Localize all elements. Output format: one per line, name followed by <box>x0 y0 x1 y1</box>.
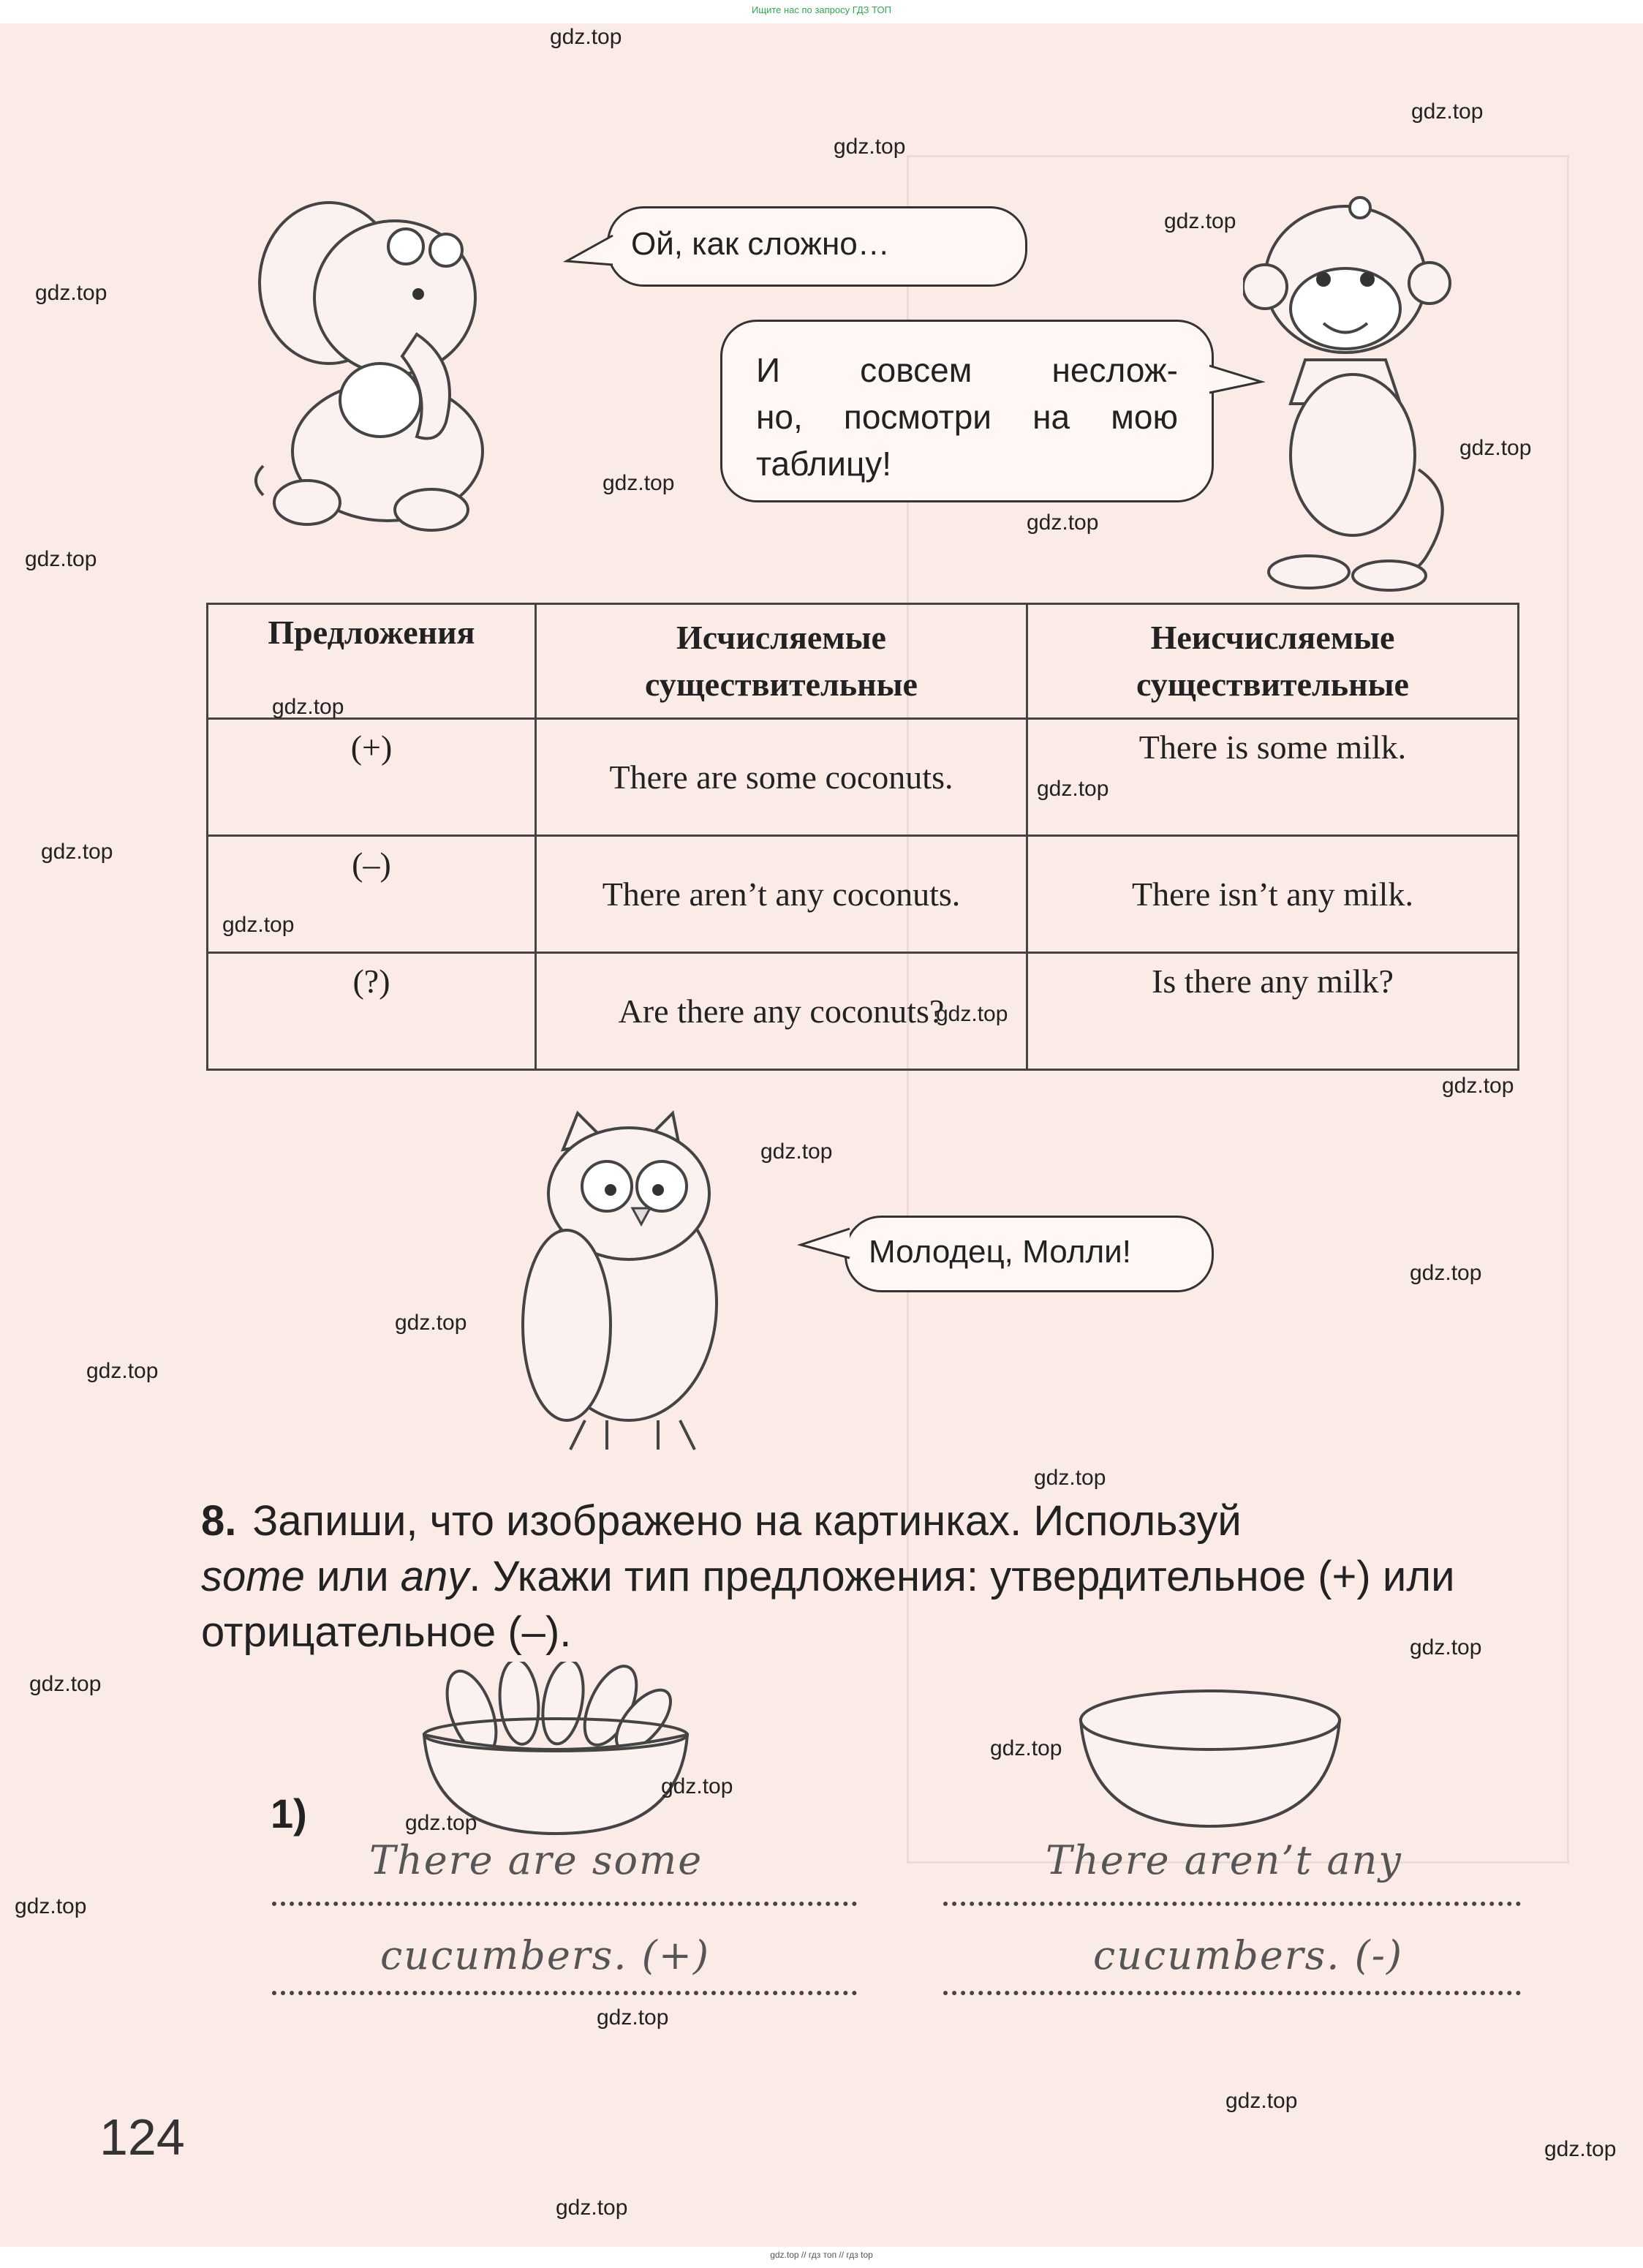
elephant-bubble-tail <box>563 232 614 276</box>
header-sentences: Предложения <box>208 604 536 719</box>
watermark: gdz.top <box>1037 777 1109 801</box>
countable-example: Are there any coconuts? <box>536 953 1027 1070</box>
answer-line <box>943 1902 1521 1906</box>
watermark: gdz.top <box>597 2005 669 2030</box>
watermark: gdz.top <box>834 135 906 159</box>
watermark: gdz.top <box>603 471 675 495</box>
sentence-type: (–) <box>208 836 536 953</box>
answer-right-line-1: There aren’t any <box>1046 1837 1402 1883</box>
answer-left-line-2: cucumbers. (+) <box>380 1932 711 1978</box>
sentence-type: (?) <box>208 953 536 1070</box>
monkey-speech-line-1: И совсем неслож- <box>756 351 1178 389</box>
table-row <box>208 836 1519 953</box>
textbook-page <box>0 23 1643 2247</box>
watermark: gdz.top <box>760 1139 833 1164</box>
answer-line <box>272 1991 857 1995</box>
elephant-speech-text: Ой, как сложно… <box>631 226 890 262</box>
watermark: gdz.top <box>405 1811 477 1835</box>
task-text-2: . Укажи тип предложения: утвердительное (+) или отрицательное (–). <box>201 1553 1455 1656</box>
word-or: или <box>316 1553 389 1600</box>
watermark: gdz.top <box>1544 2137 1617 2161</box>
uncountable-example: Is there any milk? <box>1027 953 1518 1070</box>
table-row <box>208 719 1519 836</box>
watermark: gdz.top <box>1027 511 1099 535</box>
top-banner[interactable]: Ищите нас по запросу ГДЗ ТОП <box>752 4 891 15</box>
answer-line <box>943 1991 1521 1995</box>
watermark: gdz.top <box>15 1894 87 1918</box>
watermark: gdz.top <box>1459 436 1532 460</box>
watermark: gdz.top <box>936 1002 1008 1026</box>
watermark: gdz.top <box>35 281 107 305</box>
watermark: gdz.top <box>29 1672 102 1696</box>
task-number: 8. <box>201 1497 237 1545</box>
task-8-instructions <box>201 1493 1539 1660</box>
watermark: gdz.top <box>556 2196 628 2220</box>
header-countable: Исчисляемые существительные <box>536 604 1027 719</box>
watermark: gdz.top <box>550 25 622 49</box>
word-any: any <box>400 1553 469 1600</box>
owl-illustration <box>512 1106 768 1457</box>
countable-example: There aren’t any coconuts. <box>536 836 1027 953</box>
answer-left-line-1: There are some <box>369 1837 703 1883</box>
watermark: gdz.top <box>86 1359 159 1383</box>
bottom-banner[interactable]: gdz.top // гдз топ // гдз top <box>770 2250 873 2260</box>
owl-speech-bubble <box>845 1216 1214 1292</box>
sentence-type: (+) <box>208 719 536 836</box>
watermark: gdz.top <box>990 1736 1062 1760</box>
task-text-1: Запиши, что изображено на картинках. Используй <box>252 1497 1242 1545</box>
word-some: some <box>201 1553 305 1600</box>
monkey-bubble-tail <box>1206 360 1265 404</box>
empty-bowl-image <box>1075 1684 1345 1830</box>
monkey-speech-line-2: но, посмотри на мою <box>756 398 1178 436</box>
watermark: gdz.top <box>1442 1074 1514 1098</box>
watermark: gdz.top <box>222 913 295 937</box>
watermark: gdz.top <box>1410 1635 1482 1659</box>
watermark: gdz.top <box>395 1311 467 1335</box>
table-row <box>208 953 1519 1070</box>
watermark: gdz.top <box>1411 99 1484 124</box>
table-header-row <box>208 604 1519 719</box>
watermark: gdz.top <box>1410 1261 1482 1285</box>
elephant-speech-bubble <box>607 206 1027 287</box>
watermark: gdz.top <box>1034 1466 1106 1490</box>
owl-speech-text: Молодец, Молли! <box>869 1234 1131 1270</box>
answer-right-line-2: cucumbers. (-) <box>1093 1932 1404 1978</box>
watermark: gdz.top <box>661 1774 733 1798</box>
uncountable-example: There isn’t any milk. <box>1027 836 1518 953</box>
monkey-speech-line-3: таблицу! <box>756 445 892 483</box>
watermark: gdz.top <box>25 547 97 571</box>
uncountable-example: There is some milk. <box>1027 719 1518 836</box>
answer-line <box>272 1902 857 1906</box>
watermark: gdz.top <box>1225 2089 1298 2113</box>
countable-example: There are some coconuts. <box>536 719 1027 836</box>
exercise-index: 1) <box>271 1790 307 1836</box>
elephant-illustration <box>249 188 526 539</box>
monkey-speech-bubble <box>720 320 1214 502</box>
watermark: gdz.top <box>1164 209 1236 233</box>
owl-bubble-tail <box>797 1223 852 1267</box>
watermark: gdz.top <box>272 695 344 719</box>
watermark: gdz.top <box>41 840 113 864</box>
page-number: 124 <box>99 2109 185 2166</box>
header-uncountable: Неисчисляемые существительные <box>1027 604 1518 719</box>
grammar-table <box>206 603 1519 1071</box>
monkey-illustration <box>1243 192 1462 601</box>
